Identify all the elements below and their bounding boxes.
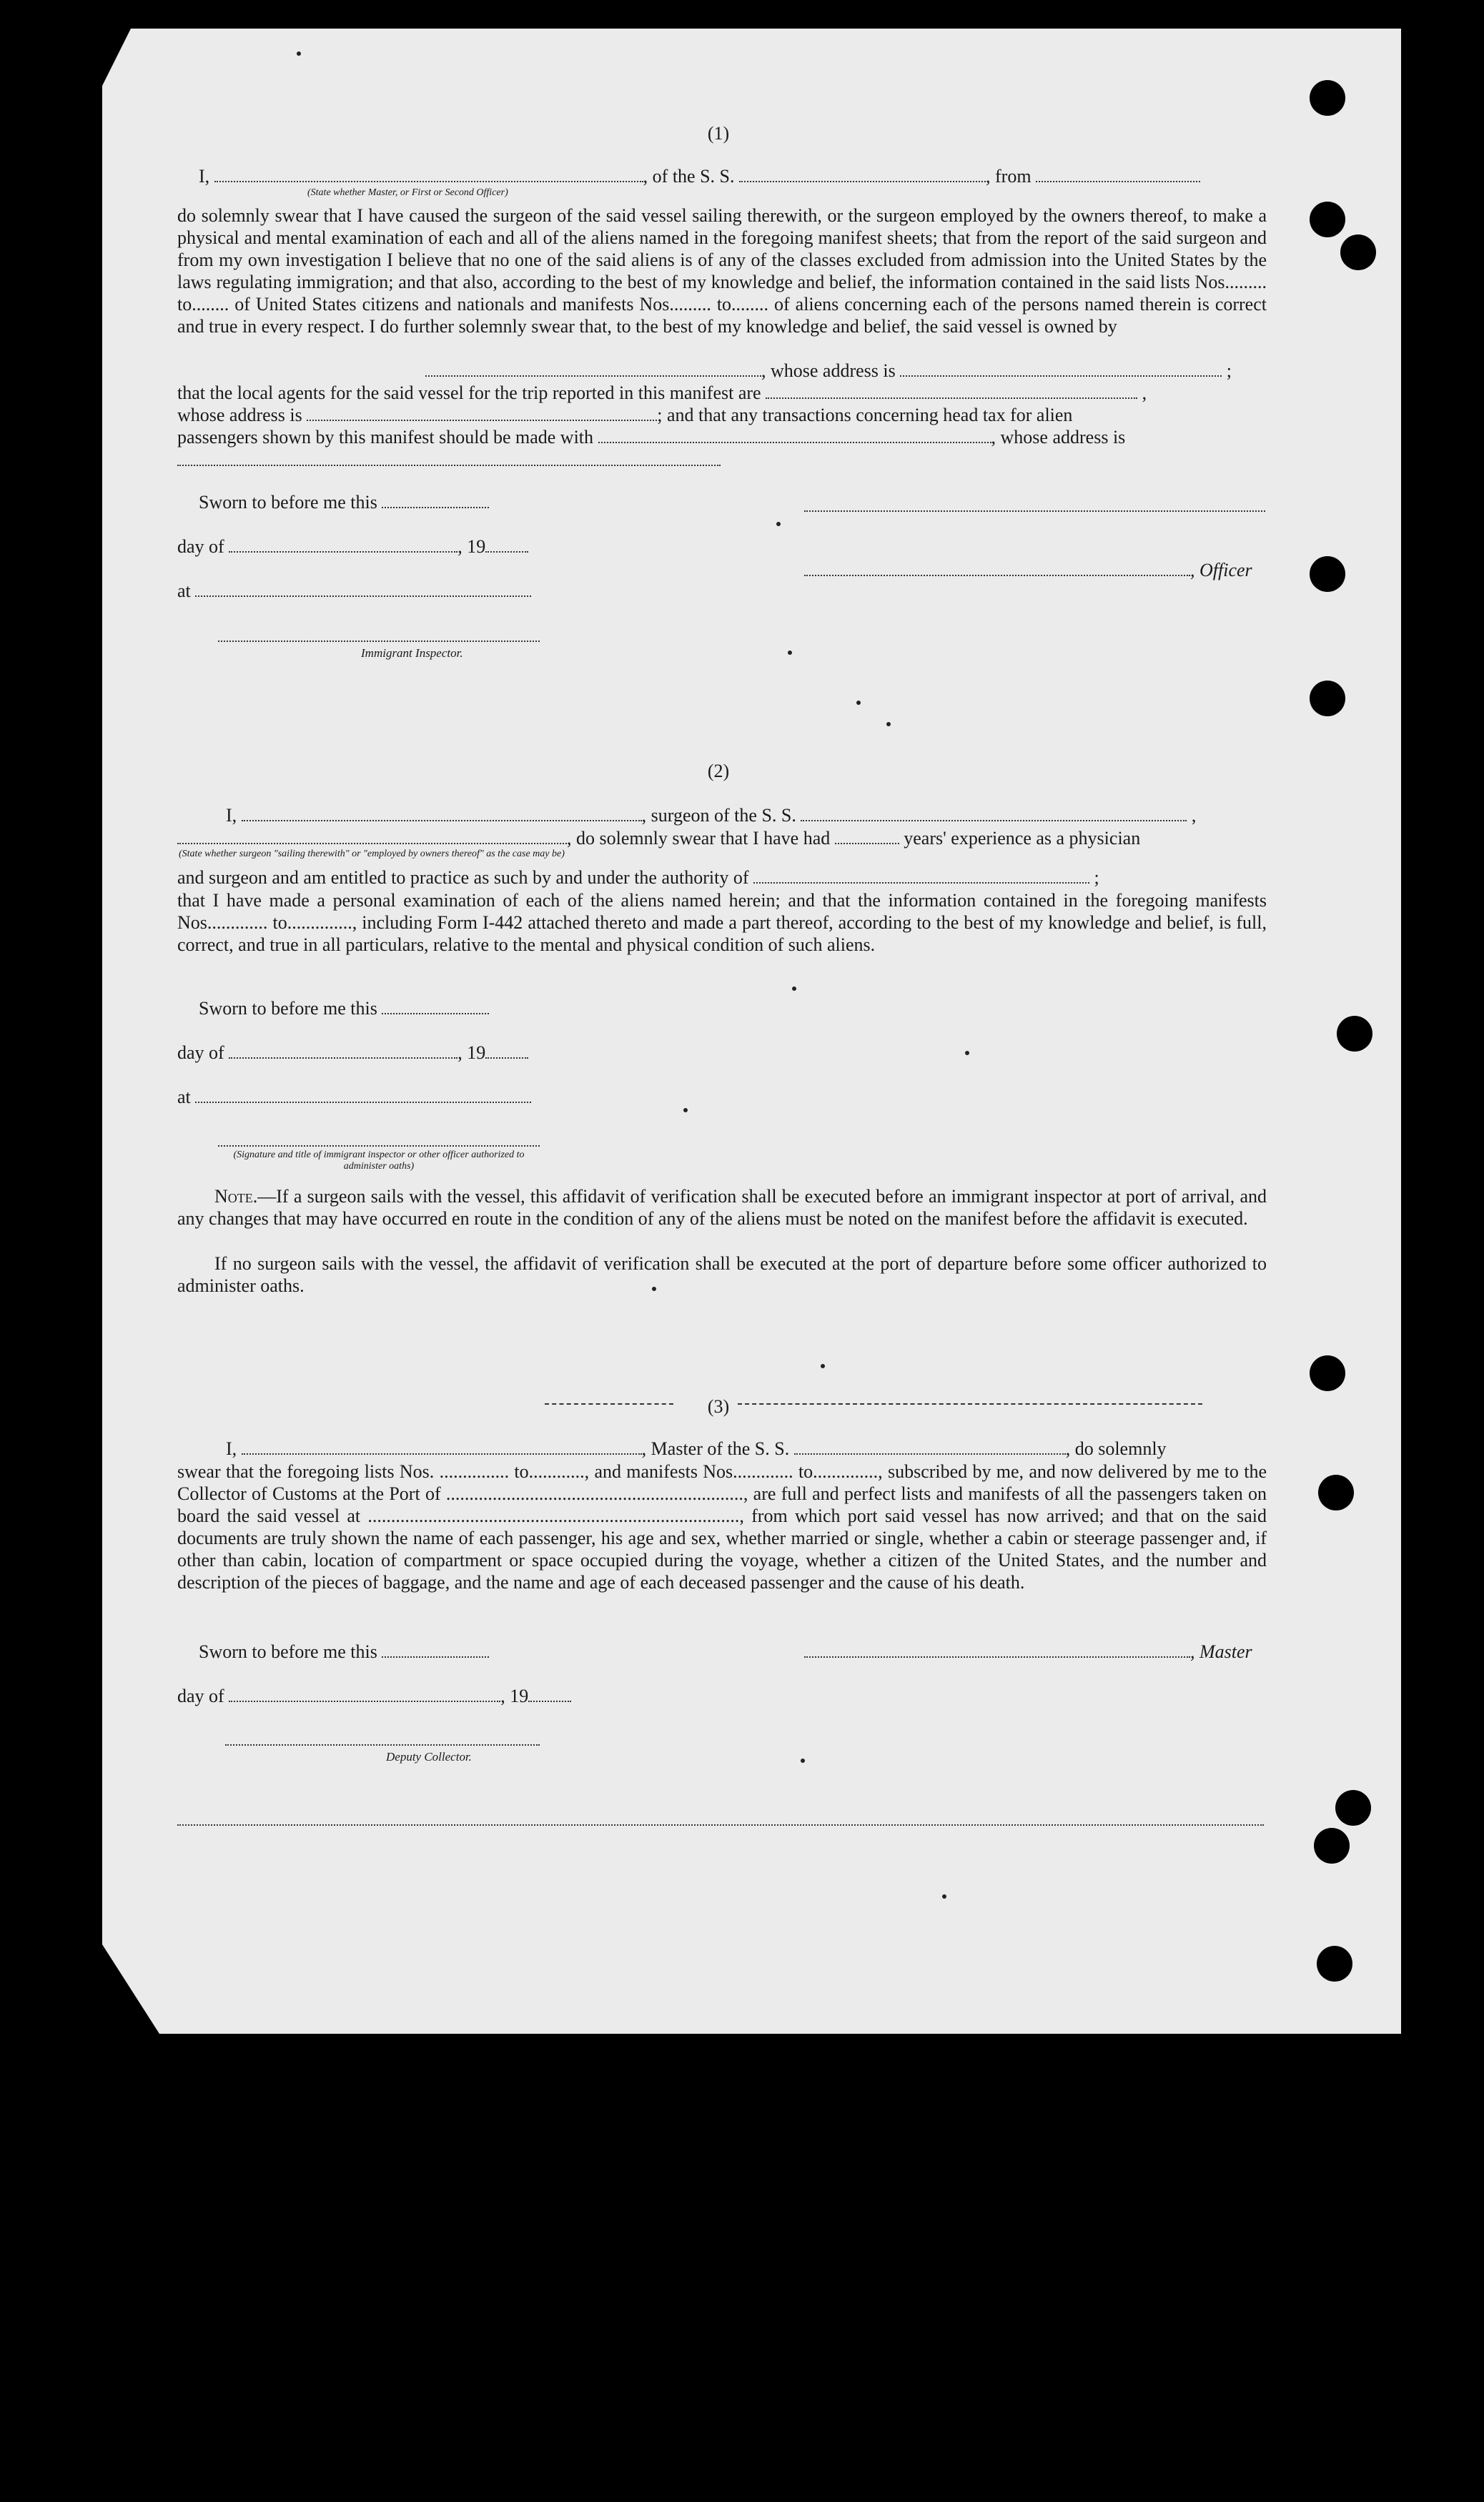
collector-caption: Deputy Collector. [386, 1750, 472, 1764]
address-rule [177, 465, 721, 466]
scan-speck [297, 51, 301, 56]
scan-speck [965, 1051, 969, 1055]
surgeon-ship-field[interactable] [801, 807, 1187, 821]
years-field[interactable] [835, 830, 899, 844]
section1-body: do solemnly swear that I have caused the surgeon of the said vessel sailing therewith, or the surgeon employed by the owners thereof, to make a physical and mental examination of each and all of the aliens named in the foregoing manifest sheets; that from the report of the said surgeon and from my own investigation I believe that no one of the said aliens is of any of the classes excluded from admission into the United States by the laws regulating immigration; and that also, according to the best of my knowledge and belief, the information contained in the said lists Nos......... to........ of United States citizens and nationals and manifests Nos......... to........ of aliens concerning each of the persons named therein is correct and true in every respect. I do further solemnly swear that, to the best of my knowledge and belief, the said vessel is owned by [177, 205, 1267, 337]
officer-name-field[interactable] [214, 168, 643, 182]
punch-hole [1340, 234, 1376, 270]
authority-line: and surgeon and am entitled to practice as such by and under the authority of ; [177, 867, 1099, 888]
passengers-line: passengers shown by this manifest should be made with , whose address is [177, 427, 1126, 448]
sworn-line: Sworn to before me this [199, 1641, 489, 1663]
punch-hole [1310, 80, 1345, 116]
sworn-line: Sworn to before me this [199, 492, 489, 513]
at-line: at [177, 1087, 531, 1108]
surgeon-caption: (State whether surgeon "sailing therewith" or "employed by owners thereof" as the case may be) [179, 849, 565, 859]
scan-speck [821, 1364, 825, 1368]
officer-signature-field[interactable] [804, 562, 1190, 576]
agents-address-field[interactable] [307, 407, 657, 421]
at-place-field[interactable] [195, 583, 531, 597]
owner-address-field[interactable] [900, 362, 1222, 377]
scan-speck [792, 987, 796, 991]
year-field[interactable] [528, 1688, 571, 1702]
owner-field[interactable] [425, 362, 761, 377]
scan-speck [856, 701, 861, 705]
scan-speck [886, 722, 891, 726]
authority-field[interactable] [753, 869, 1089, 884]
sworn-line: Sworn to before me this [199, 998, 489, 1019]
at-place-field[interactable] [195, 1089, 531, 1103]
experience-line: , do solemnly swear that I have had years' experience as a physician [177, 828, 1140, 849]
punch-hole [1310, 202, 1345, 237]
officer-line: I, , of the S. S. , from [199, 166, 1200, 187]
scan-speck [801, 1759, 805, 1763]
punch-hole [1335, 1790, 1371, 1826]
agents-address-line: whose address is ; and that any transactions concerning head tax for alien [177, 405, 1073, 425]
scan-speck [683, 1108, 688, 1112]
master-ship-field[interactable] [794, 1440, 1066, 1455]
surgeon-status-field[interactable] [177, 830, 567, 844]
day-of-field[interactable] [229, 538, 457, 553]
collector-signature-rule [225, 1744, 540, 1746]
officer-caption: (State whether Master, or First or Second Officer) [307, 187, 508, 198]
note-label: Note. [214, 1186, 258, 1207]
punch-hole [1310, 556, 1345, 592]
day-of-field[interactable] [229, 1044, 457, 1059]
punch-hole [1310, 681, 1345, 716]
punch-hole [1314, 1828, 1350, 1864]
owned-by-field: , whose address is ; [425, 360, 1232, 382]
surgeon-name-field[interactable] [242, 807, 642, 821]
section-number: (2) [707, 761, 730, 781]
punch-hole [1317, 1946, 1352, 1982]
section-number: (3) [707, 1396, 730, 1417]
scan-speck [788, 651, 792, 655]
note-paragraph [177, 1185, 1267, 1230]
sworn-date-field[interactable] [382, 1643, 489, 1658]
day-of-line: day of , 19 [177, 1686, 571, 1707]
sworn-date-field[interactable] [382, 1000, 489, 1014]
inspector-caption: Immigrant Inspector. [361, 646, 463, 660]
from-port-field[interactable] [1036, 168, 1200, 182]
scan-speck [776, 522, 781, 526]
sworn-date-field[interactable] [382, 494, 489, 508]
agents-field[interactable] [766, 385, 1137, 399]
punch-hole [1310, 1355, 1345, 1391]
section-divider [738, 1403, 1202, 1405]
scan-speck [652, 1287, 656, 1291]
day-of-field[interactable] [229, 1688, 500, 1702]
day-of-line: day of , 19 [177, 1042, 528, 1064]
punch-hole [1337, 1016, 1372, 1052]
head-tax-contact-field[interactable] [598, 429, 991, 443]
master-line: I, , Master of the S. S. , do solemnly [226, 1438, 1167, 1459]
day-of-line: day of , 19 [177, 536, 528, 558]
footer-rule [177, 1824, 1264, 1826]
section3-body: swear that the foregoing lists Nos. ............... to............, and manifests Nos............. to.............., subscribed by me, and now delivered by me to the Collector of Customs at the Port of ................................................................, are full and perfect lists and manifests of all the passengers taken on board the said vessel at ................................................................................, from which port said vessel has now arrived; and that on the said documents are truly shown the name of each passenger, his age and sex, whether married or single, whether a cabin or steerage passenger and, if other than cabin, location of compartment or space occupied during the voyage, whether a citizen of the United States, and the number and description of the pieces of baggage, and the name and age of each deceased passenger and the cause of his death. [177, 1461, 1267, 1593]
signature-rule [218, 1145, 540, 1147]
scan-speck [942, 1894, 946, 1899]
year-field[interactable] [485, 1044, 528, 1059]
master-signature-line: , Master [804, 1641, 1252, 1663]
master-signature-field[interactable] [804, 1643, 1190, 1658]
master-name-field[interactable] [242, 1440, 642, 1455]
officer-signature-line: , Officer [804, 560, 1252, 581]
signature-caption: (Signature and title of immigrant inspector or other officer authorized to administer oaths) [233, 1149, 525, 1172]
at-line: at [177, 580, 531, 602]
agents-line: that the local agents for the said vessel for the trip reported in this manifest are , [177, 382, 1147, 403]
note-paragraph-2: If no surgeon sails with the vessel, the affidavit of verification shall be executed at the port of departure before some officer authorized to administer oaths. [177, 1253, 1267, 1296]
section-number: (1) [707, 123, 730, 144]
punch-hole [1318, 1475, 1354, 1510]
year-field[interactable] [485, 538, 528, 553]
inspector-signature-rule [218, 641, 540, 642]
officer-signature-rule-top [804, 510, 1265, 512]
ship-name-field[interactable] [739, 168, 986, 182]
surgeon-line: I, , surgeon of the S. S. , [226, 805, 1197, 826]
section2-body: that I have made a personal examination of each of the aliens named herein; and that the information contained in the foregoing manifests Nos............. to.............., including Form I-442 attached thereto and made a part thereof, according to the best of my knowledge and belief, is full, correct, and true in all particulars, relative to the mental and physical condition of such aliens. [177, 890, 1267, 955]
note-text: —If a surgeon sails with the vessel, this affidavit of verification shall be executed before an immigrant inspector at port of arrival, and any changes that may have occurred en route in the condition of any of the aliens must be noted on the manifest before the affidavit is executed. [177, 1186, 1267, 1229]
